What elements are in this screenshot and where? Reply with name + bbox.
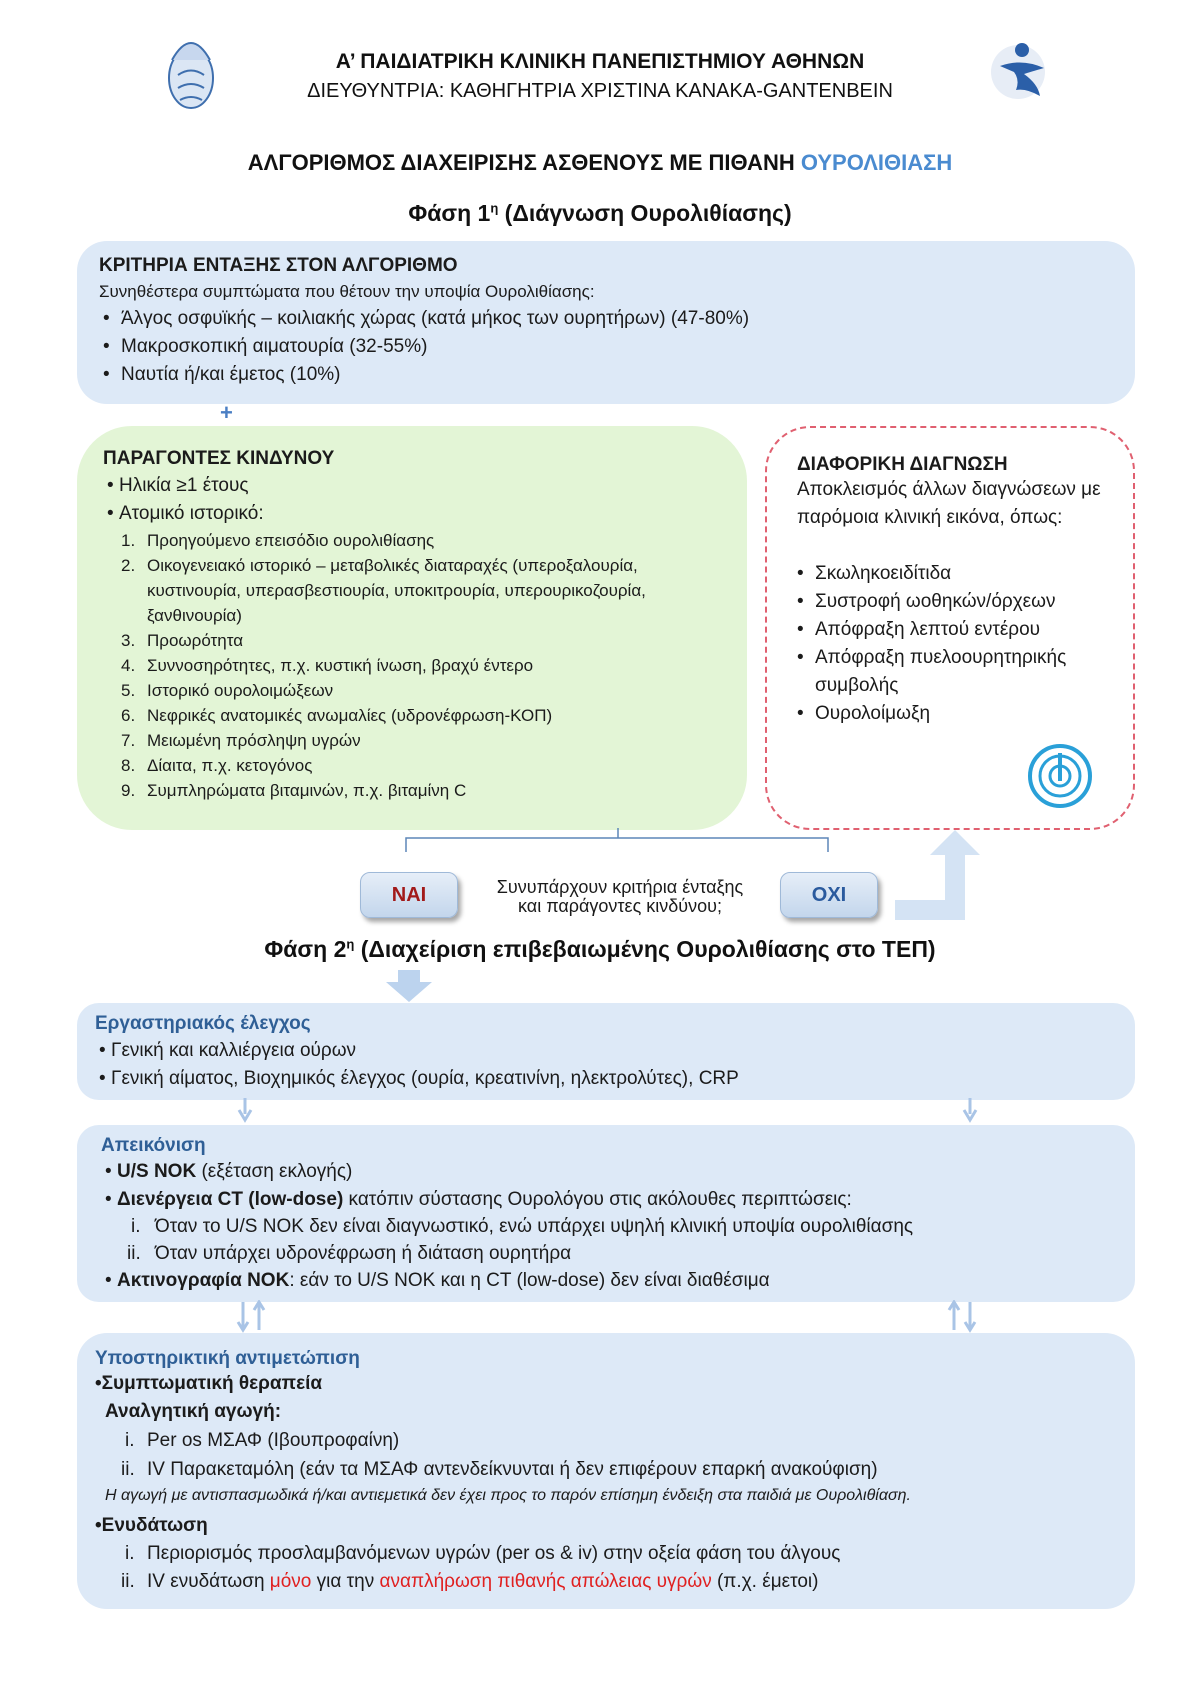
support-title: Υποστηρικτική αντιμετώπιση <box>95 1348 360 1369</box>
support-hydration-label: Ενυδάτωση <box>101 1515 208 1536</box>
hydration-item-number: ii. <box>121 1571 135 1592</box>
analgesia-list <box>95 1426 1117 1484</box>
imaging-to-support-arrows <box>0 1300 1200 1334</box>
algorithm-title <box>0 150 1200 176</box>
analgesia-item-text: IV Παρακεταμόλη (εάν τα ΜΣΑΦ αντενδείκνυνται ή δεν επιφέρουν επαρκή ανακούφιση) <box>147 1459 878 1480</box>
imaging-box <box>77 1125 1135 1302</box>
risk-item-number: 7. <box>121 731 136 750</box>
imaging-us-bold: U/S ΝΟΚ <box>117 1161 197 1182</box>
risk-item-text: Προηγούμενο επεισόδιο ουρολιθίασης <box>147 531 435 550</box>
analgesia-item-text: Per os ΜΣΑΦ (Ιβουπροφαίνη) <box>147 1430 400 1451</box>
risk-item-number: 1. <box>121 531 136 550</box>
imaging-title: Απεικόνιση <box>101 1135 206 1156</box>
phase2-sup: η <box>346 936 355 952</box>
differential-diagnosis-box <box>765 426 1135 830</box>
risk-item-text: Δίαιτα, π.χ. κετογόνος <box>147 756 313 775</box>
imaging-indication-text: Όταν υπάρχει υδρονέφρωση ή διάταση ουρητήρα <box>155 1243 572 1264</box>
bullet-icon: • <box>95 1515 102 1536</box>
imaging-us <box>101 1158 1111 1186</box>
analgesia-item-number: ii. <box>121 1459 135 1480</box>
ddx-item: • Σκωληκοειδίτιδα <box>793 560 1103 588</box>
risk-item-number: 9. <box>121 781 136 800</box>
hydration-item-number: i. <box>125 1543 135 1564</box>
lab-list <box>95 1037 1117 1093</box>
risk-item-text: Συννοσηρότητες, π.χ. κυστική ίνωση, βραχύ έντερο <box>147 656 534 675</box>
risk-item-number: 6. <box>121 706 136 725</box>
risk-item-number: 5. <box>121 681 136 700</box>
hydration-emphasis-replacement: αναπλήρωση πιθανής απώλειας υγρών <box>379 1571 712 1592</box>
ddx-item: • Απόφραξη λεπτού εντέρου <box>793 616 1103 644</box>
ddx-item: • Ουρολοίμωξη <box>793 700 1103 728</box>
support-analgesia: Αναλγητική αγωγή: <box>105 1401 282 1422</box>
ddx-item: • Συστροφή ωοθηκών/όρχεων <box>793 588 1103 616</box>
algorithm-title-prefix: ΑΛΓΟΡΙΘΜΟΣ ΔΙΑΧΕΙΡΙΣΗΣ ΑΣΘΕΝΟΥΣ ΜΕ ΠΙΘΑΝΗ <box>247 150 801 175</box>
plus-sign: + <box>220 400 233 425</box>
imaging-ct-indications <box>101 1213 1111 1267</box>
hydration-emphasis-only: μόνο <box>269 1571 312 1592</box>
phase1-label: Φάση 1 <box>408 200 491 226</box>
ddx-intro: Αποκλεισμός άλλων διαγνώσεων με παρόμοια κλινική εικόνα, όπως: <box>797 479 1101 528</box>
lab-box <box>77 1003 1135 1100</box>
imaging-ct-rest: κατόπιν σύστασης Ουρολόγου στις ακόλουθες περιπτώσεις: <box>343 1189 852 1210</box>
risk-item <box>103 678 721 703</box>
no-decision-button[interactable]: ΟΧΙ <box>780 872 878 918</box>
analgesia-item-number: i. <box>125 1430 135 1451</box>
support-note: Η αγωγή με αντισπασμωδικά ή/και αντιεμετικά δεν έχει προς το παρόν επίσημη ένδειξη στα παιδιά με Ουρολιθίαση. <box>105 1487 911 1504</box>
decision-question <box>470 878 770 916</box>
criteria-item: • Ναυτία ή/και έμετος (10%) <box>99 361 1113 389</box>
lab-to-imaging-arrows <box>0 1098 1200 1126</box>
risk-item-text: Οικογενειακό ιστορικό – μεταβολικές διαταραχές (υπεροξαλουρία, κυστινουρία, υπερασβεστιουρία, υποκιτρουρία, υπερουρικοζουρία, ξανθινουρία) <box>147 556 646 625</box>
imaging-xray <box>101 1267 1111 1295</box>
yes-decision-button[interactable]: ΝΑΙ <box>360 872 458 918</box>
risk-list <box>103 472 721 528</box>
decision-brace <box>406 828 828 852</box>
imaging-indication-text: Όταν το U/S ΝΟΚ δεν είναι διαγνωστικό, ενώ υπάρχει υψηλή κλινική υποψία ουρολιθίασης <box>155 1216 914 1237</box>
phase2-label: Φάση 2 <box>264 936 347 962</box>
analgesia-item <box>95 1455 1117 1484</box>
imaging-ct <box>101 1186 1111 1213</box>
risk-item <box>103 628 721 653</box>
risk-item <box>103 653 721 678</box>
hydration-item <box>95 1568 1117 1596</box>
criteria-item: • Μακροσκοπική αιματουρία (32-55%) <box>99 333 1113 361</box>
phase2-rest: (Διαχείριση επιβεβαιωμένης Ουρολιθίασης στο ΤΕΠ) <box>354 936 936 962</box>
imaging-xray-rest: : εάν το U/S ΝΟΚ και η CT (low-dose) δεν είναι διαθέσιμα <box>289 1270 770 1291</box>
criteria-intro: Συνηθέστερα συμπτώματα που θέτουν την υποψία Ουρολιθίασης: <box>99 282 595 301</box>
risk-numbered-list <box>103 528 721 803</box>
criteria-item: • Άλγος οσφυϊκής – κοιλιακής χώρας (κατά μήκος των ουρητήρων) (47-80%) <box>99 305 1113 333</box>
no-arrow-icon <box>895 830 980 920</box>
risk-item-text: Νεφρικές ανατομικές ανωμαλίες (υδρονέφρωση-ΚΟΠ) <box>147 706 553 725</box>
imaging-ct-bold: Διενέργεια CT (low-dose) <box>117 1189 344 1210</box>
hydration-item-text: Περιορισμός προσλαμβανόμενων υγρών (per os & iv) στην οξεία φάση του άλγους <box>147 1543 841 1564</box>
risk-item-number: 2. <box>121 556 136 575</box>
clinic-director: ΔΙΕΥΘΥΝΤΡΙΑ: ΚΑΘΗΓΗΤΡΙΑ ΧΡΙΣΤΙΝΑ ΚΑΝΑΚΑ-GANTENBEIN <box>307 80 893 102</box>
phase1-title <box>0 200 1200 227</box>
hydration-item-text: IV ενυδάτωση <box>147 1571 270 1592</box>
phase1-rest: (Διάγνωση Ουρολιθίασης) <box>498 200 792 226</box>
criteria-list <box>99 305 1113 389</box>
risk-item-number: 4. <box>121 656 136 675</box>
risk-history: • Ατομικό ιστορικό: <box>103 500 721 528</box>
support-hydration <box>95 1512 1117 1540</box>
risk-item-text: Συμπληρώματα βιταμινών, π.χ. βιταμίνη C <box>147 781 467 800</box>
imaging-xray-list <box>101 1267 1111 1295</box>
risk-item <box>103 528 721 553</box>
ddx-list <box>793 560 1103 728</box>
risk-item-number: 3. <box>121 631 136 650</box>
criteria-title: ΚΡΙΤΗΡΙΑ ΕΝΤΑΞΗΣ ΣΤΟΝ ΑΛΓΟΡΙΘΜΟ <box>99 255 458 276</box>
lab-item: • Γενική αίματος, Βιοχημικός έλεγχος (ουρία, κρεατινίνη, ηλεκτρολύτες), CRP <box>95 1065 1117 1093</box>
risk-item <box>103 753 721 778</box>
decision-question-line1: Συνυπάρχουν κριτήρια ένταξης <box>496 877 744 897</box>
phase2-title <box>0 936 1200 963</box>
risk-item-text: Μειωμένη πρόσληψη υγρών <box>147 731 361 750</box>
hydration-list <box>95 1540 1117 1596</box>
imaging-indication-number: ii. <box>127 1243 141 1264</box>
phase1-sup: η <box>490 200 499 216</box>
hydration-item <box>95 1540 1117 1568</box>
hydration-item-text-mid: για την <box>311 1571 380 1592</box>
imaging-list <box>101 1158 1111 1213</box>
bullet-icon: • <box>95 1373 102 1394</box>
imaging-indication-number: i. <box>131 1216 141 1237</box>
criteria-box <box>77 241 1135 404</box>
risk-item <box>103 553 721 628</box>
ddx-item: • Απόφραξη πυελοουρητηρικής συμβολής <box>793 644 1103 700</box>
algorithm-title-accent: ΟΥΡΟΛΙΘΙΑΣΗ <box>800 150 953 175</box>
yes-arrow-icon <box>386 970 432 1002</box>
risk-title: ΠΑΡΑΓΟΝΤΕΣ ΚΙΝΔΥΝΟΥ <box>103 448 335 469</box>
risk-age: • Ηλικία ≥1 έτους <box>103 472 721 500</box>
imaging-ct-indication <box>101 1240 1111 1267</box>
hydration-item-text-end: (π.χ. έμετοι) <box>711 1571 819 1592</box>
support-symptomatic-label: Συμπτωματική θεραπεία <box>101 1373 323 1394</box>
lab-title: Εργαστηριακός έλεγχος <box>95 1013 311 1034</box>
lab-item: • Γενική και καλλιέργεια ούρων <box>95 1037 1117 1065</box>
support-symptomatic <box>95 1370 1117 1398</box>
imaging-ct-indication <box>101 1213 1111 1240</box>
risk-item <box>103 728 721 753</box>
risk-item-text: Προωρότητα <box>147 631 244 650</box>
imaging-xray-bold: Ακτινογραφία ΝΟΚ <box>117 1270 290 1291</box>
info-target-icon <box>1027 743 1093 809</box>
risk-item-text: Ιστορικό ουρολοιμώξεων <box>147 681 334 700</box>
clinic-title: Α’ ΠΑΙΔΙΑΤΡΙΚΗ ΚΛΙΝΙΚΗ ΠΑΝΕΠΙΣΤΗΜΙΟΥ ΑΘΗΝΩΝ <box>335 50 865 73</box>
imaging-us-rest: (εξέταση εκλογής) <box>196 1161 353 1182</box>
risk-item <box>103 778 721 803</box>
risk-factors-box <box>77 426 747 830</box>
risk-item-number: 8. <box>121 756 136 775</box>
support-box <box>77 1333 1135 1609</box>
risk-item <box>103 703 721 728</box>
ddx-title: ΔΙΑΦΟΡΙΚΗ ΔΙΑΓΝΩΣΗ <box>797 454 1008 475</box>
decision-question-line2: και παράγοντες κινδύνου; <box>518 896 722 916</box>
analgesia-item <box>95 1426 1117 1455</box>
